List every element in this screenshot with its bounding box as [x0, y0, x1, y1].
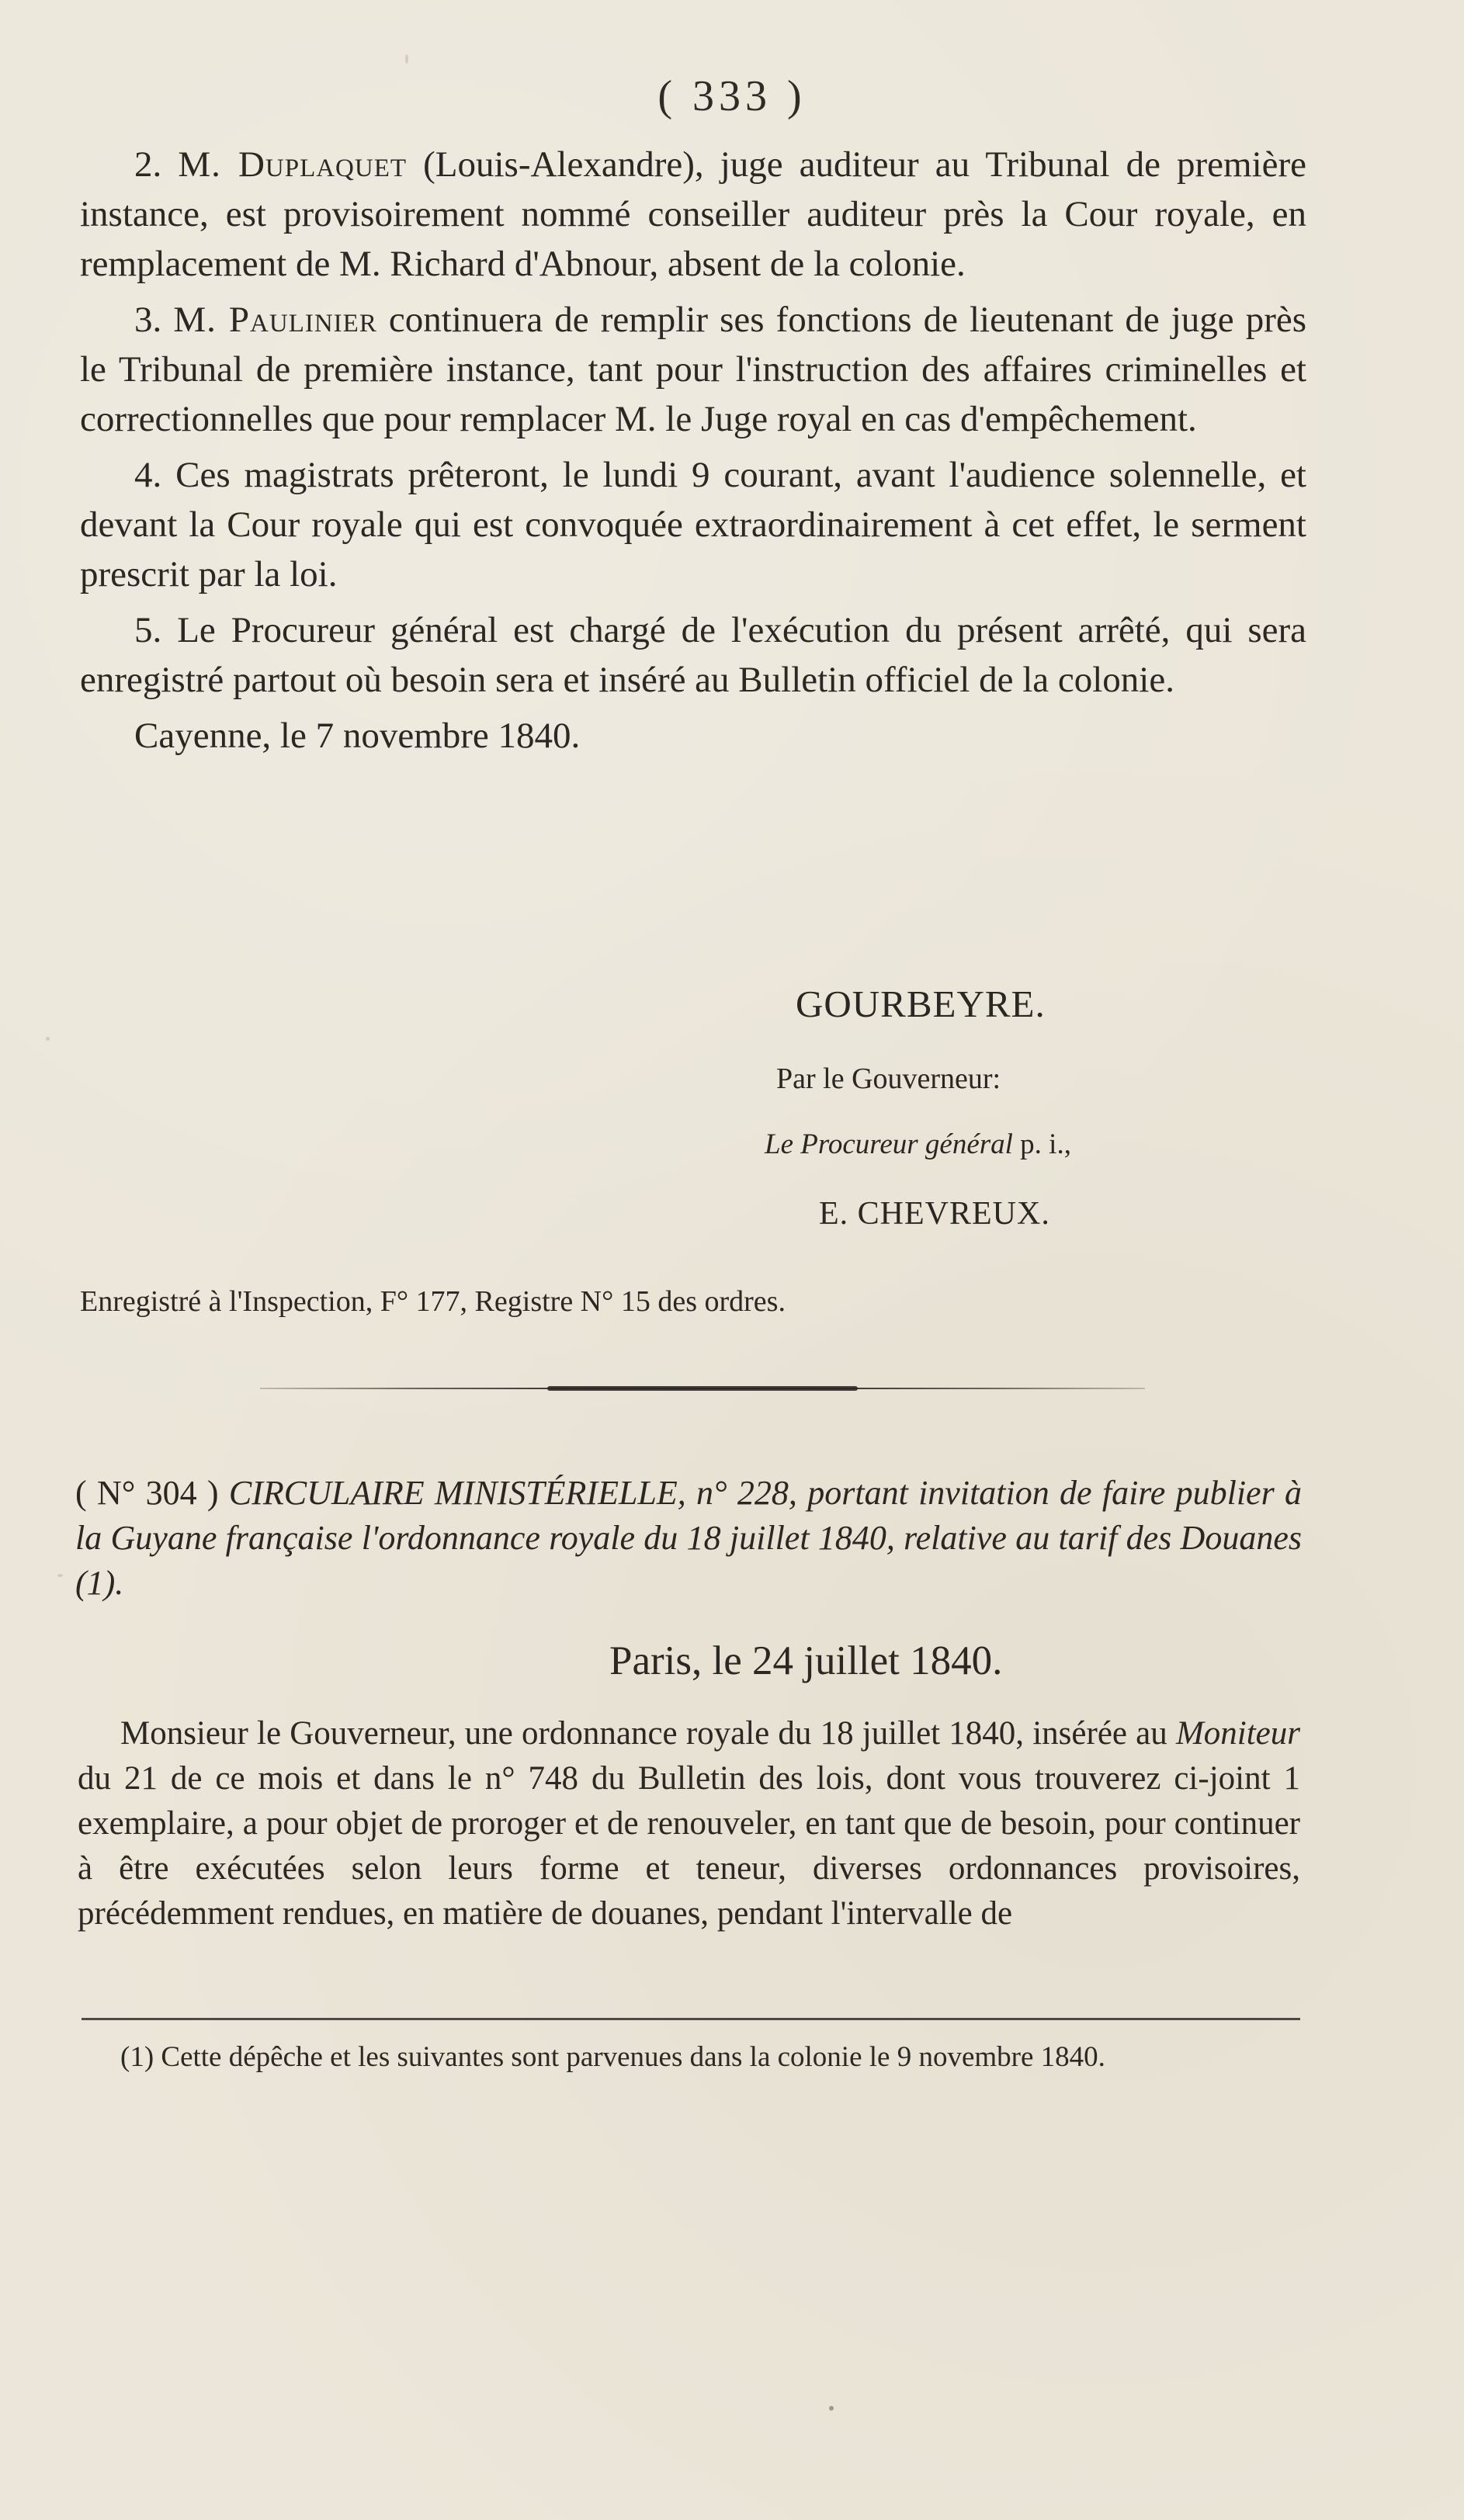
- circular-body: [78, 1711, 1300, 1936]
- signature-person: E. CHEVREUX.: [819, 1196, 1050, 1232]
- circular-body-end: du 21 de ce mois et dans le n° 748 du Bulletin des lois, dont vous trouverez ci-joint 1 exemplaire, a pour objet de proroger et de renouveler, en tant que de besoin, pour continuer à être exécutées selon leurs forme et teneur, diverses ordonnances provisoires, précédemment rendues, en matière de douanes, pendant l'intervalle de: [78, 1760, 1300, 1932]
- signature-by-governor: Par le Gouverneur:: [776, 1062, 1001, 1095]
- article-3: [80, 295, 1306, 444]
- paper-speck: [57, 1574, 63, 1577]
- signing-place-date: Cayenne, le 7 novembre 1840.: [134, 716, 581, 756]
- article-5: [80, 605, 1306, 705]
- article-5-number: 5.: [134, 610, 162, 650]
- paper-speck: [405, 54, 408, 64]
- moniteur-reference: Moniteur: [1175, 1715, 1300, 1752]
- article-2-text: (Louis-Alexandre), juge auditeur au Tribunal de première instance, est provisoirement nommé conseiller auditeur près la Cour royale, en remplacement de M. Richard d'Abnour, absent de la colonie.: [80, 144, 1307, 284]
- paper-speck: [46, 1037, 50, 1041]
- footnote: (1) Cette dépêche et les suivantes sont parvenues dans la colonie le 9 novembre 1840.: [120, 2041, 1105, 2073]
- article-4-number: 4.: [134, 455, 162, 495]
- circular-number: ( N° 304 ): [75, 1474, 219, 1512]
- article-3-text: continuera de remplir ses fonctions de lieutenant de juge près le Tribunal de première instance, tant pour l'instruction des affaires criminelles et correctionnelles que pour remplacer M. le Juge royal en cas d'empêchement.: [80, 300, 1307, 439]
- signature-governor: GOURBEYRE.: [796, 983, 1046, 1025]
- signature-role: [765, 1128, 1071, 1161]
- circular-title: CIRCULAIRE MINISTÉRIELLE, n° 228, portant invitation de faire publier à la Guyane française l'ordonnance royale du 18 juillet 1840, relative au tarif des Douanes (1).: [75, 1474, 1302, 1602]
- article-list: [80, 140, 1306, 761]
- footnote-rule: [82, 2018, 1300, 2020]
- article-3-number: 3.: [134, 300, 162, 340]
- circular-body-start: Monsieur le Gouverneur, une ordonnance royale du 18 juillet 1840, insérée au: [120, 1715, 1176, 1752]
- paper-speck: [829, 2406, 834, 2411]
- registry-note: Enregistré à l'Inspection, F° 177, Registre N° 15 des ordres.: [80, 1285, 786, 1318]
- signature-role-suffix: p. i.,: [1020, 1128, 1071, 1160]
- circular-header: [75, 1471, 1302, 1606]
- article-4-text: Ces magistrats prêteront, le lundi 9 courant, avant l'audience solennelle, et devant la Cour royale qui est convoquée extraordinairement à cet effet, le serment prescrit par la loi.: [80, 455, 1306, 594]
- circular-date: Paris, le 24 juillet 1840.: [609, 1638, 1003, 1683]
- signature-role-title: Le Procureur général: [765, 1128, 1013, 1160]
- article-2: [80, 140, 1306, 289]
- article-5-text: Le Procureur général est chargé de l'exécution du présent arrêté, qui sera enregistré partout où besoin sera et inséré au Bulletin officiel de la colonie.: [80, 610, 1306, 700]
- page-number: ( 333 ): [657, 72, 807, 120]
- article-4: [80, 450, 1306, 599]
- article-2-name: M. Duplaquet: [178, 144, 408, 185]
- section-separator: [260, 1388, 1145, 1389]
- article-2-number: 2.: [134, 144, 162, 185]
- article-3-name: M. Paulinier: [173, 300, 377, 340]
